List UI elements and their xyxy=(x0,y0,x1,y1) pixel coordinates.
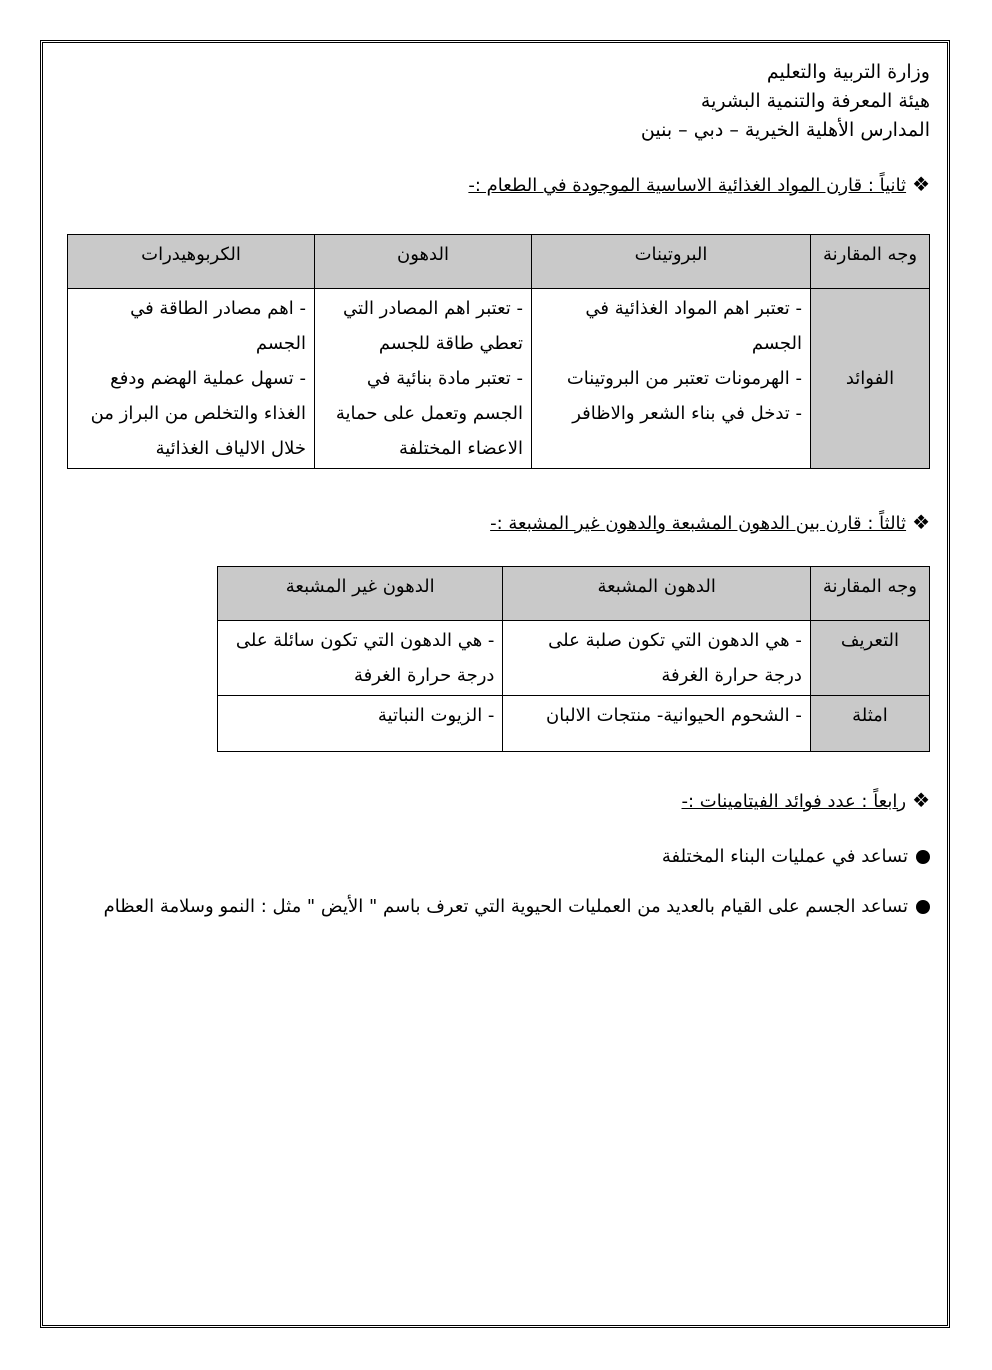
cell-line: درجة حرارة الغرفة xyxy=(661,665,802,686)
carbs-cell xyxy=(68,289,315,469)
list-item xyxy=(104,896,930,917)
authority-name: هيئة المعرفة والتنمية البشرية xyxy=(700,90,930,112)
cell-line: درجة حرارة الغرفة xyxy=(353,665,495,686)
header-comparison: وجه المقارنة xyxy=(810,567,929,621)
header-fats: الدهون xyxy=(315,235,532,289)
fats-comparison-table xyxy=(217,566,930,752)
section1-title: ثانياً : قارن المواد الغذائية الاساسية الموجودة في الطعام :- xyxy=(468,175,907,196)
header-carbs: الكربوهيدرات xyxy=(68,235,315,289)
cell-line: الجسم xyxy=(751,333,802,354)
header-comparison: وجه المقارنة xyxy=(811,235,930,289)
list-item xyxy=(662,846,930,867)
cell-line: خلال الالياف الغذائية xyxy=(155,438,306,459)
cell-line: الجسم وتعمل على حماية xyxy=(335,403,523,424)
cell-line: - هي الدهون التي تكون صلبة على xyxy=(548,630,802,651)
row-label-benefits: الفوائد xyxy=(811,289,930,469)
cell-line: - تعتبر اهم المواد الغذائية في xyxy=(585,298,802,319)
nutrients-table xyxy=(67,234,930,469)
cell-line: الغذاء والتخلص من البراز من xyxy=(90,403,306,424)
ministry-name: وزارة التربية والتعليم xyxy=(766,61,930,83)
bullet-dot-icon xyxy=(916,850,930,864)
list-item-text: تساعد في عمليات البناء المختلفة xyxy=(661,846,908,867)
cell-line: - الهرمونات تعتبر من البروتينات xyxy=(566,368,802,389)
cell-line: تعطي طاقة للجسم xyxy=(378,333,523,354)
cell-line: - الشحوم الحيوانية- منتجات الالبان xyxy=(545,705,802,726)
document-header xyxy=(641,58,930,145)
cell-line: - هي الدهون التي تكون سائلة على xyxy=(235,630,495,651)
cell-line: الجسم xyxy=(255,333,306,354)
section1-heading xyxy=(468,172,930,196)
cell-line: - اهم مصادر الطاقة في xyxy=(130,298,306,319)
section3-title: رابعاً : عدد فوائد الفيتامينات :- xyxy=(681,791,907,812)
saturated-definition-cell xyxy=(503,621,810,696)
cell-line: - تعتبر اهم المصادر التي xyxy=(343,298,523,319)
list-item-text: تساعد الجسم على القيام بالعديد من العمليات الحيوية التي تعرف باسم " الأيض " مثل : النمو وسلامة العظام xyxy=(103,896,908,917)
header-proteins: البروتينات xyxy=(532,235,811,289)
header-unsaturated: الدهون غير المشبعة xyxy=(218,567,503,621)
diamond-bullet-icon: ❖ xyxy=(912,172,930,196)
row-label-definition: التعريف xyxy=(810,621,929,696)
proteins-cell xyxy=(532,289,811,469)
cell-line: الاعضاء المختلفة xyxy=(399,438,523,459)
vitamin-benefits-list xyxy=(104,896,930,917)
fats-cell xyxy=(315,289,532,469)
diamond-bullet-icon: ❖ xyxy=(912,788,930,812)
unsaturated-definition-cell xyxy=(218,621,503,696)
vitamin-benefits-list xyxy=(662,846,930,867)
cell-line: - تعتبر مادة بنائية في xyxy=(366,368,523,389)
school-name: المدارس الأهلية الخيرية – دبي – بنين xyxy=(640,119,930,141)
cell-line: - تدخل في بناء الشعر والاظافر xyxy=(572,403,802,424)
section3-heading xyxy=(682,788,930,812)
cell-line: - الزيوت النباتية xyxy=(377,705,495,726)
header-saturated: الدهون المشبعة xyxy=(503,567,810,621)
unsaturated-examples-cell xyxy=(218,696,503,752)
section2-title: ثالثاً : قارن بين الدهون المشبعة والدهون غير المشبعة :- xyxy=(490,513,907,534)
row-label-examples: امثلة xyxy=(810,696,929,752)
diamond-bullet-icon: ❖ xyxy=(912,510,930,534)
cell-line: - تسهل عملية الهضم ودفع xyxy=(110,368,306,389)
bullet-dot-icon xyxy=(916,900,930,914)
saturated-examples-cell xyxy=(503,696,810,752)
section2-heading xyxy=(490,510,930,534)
